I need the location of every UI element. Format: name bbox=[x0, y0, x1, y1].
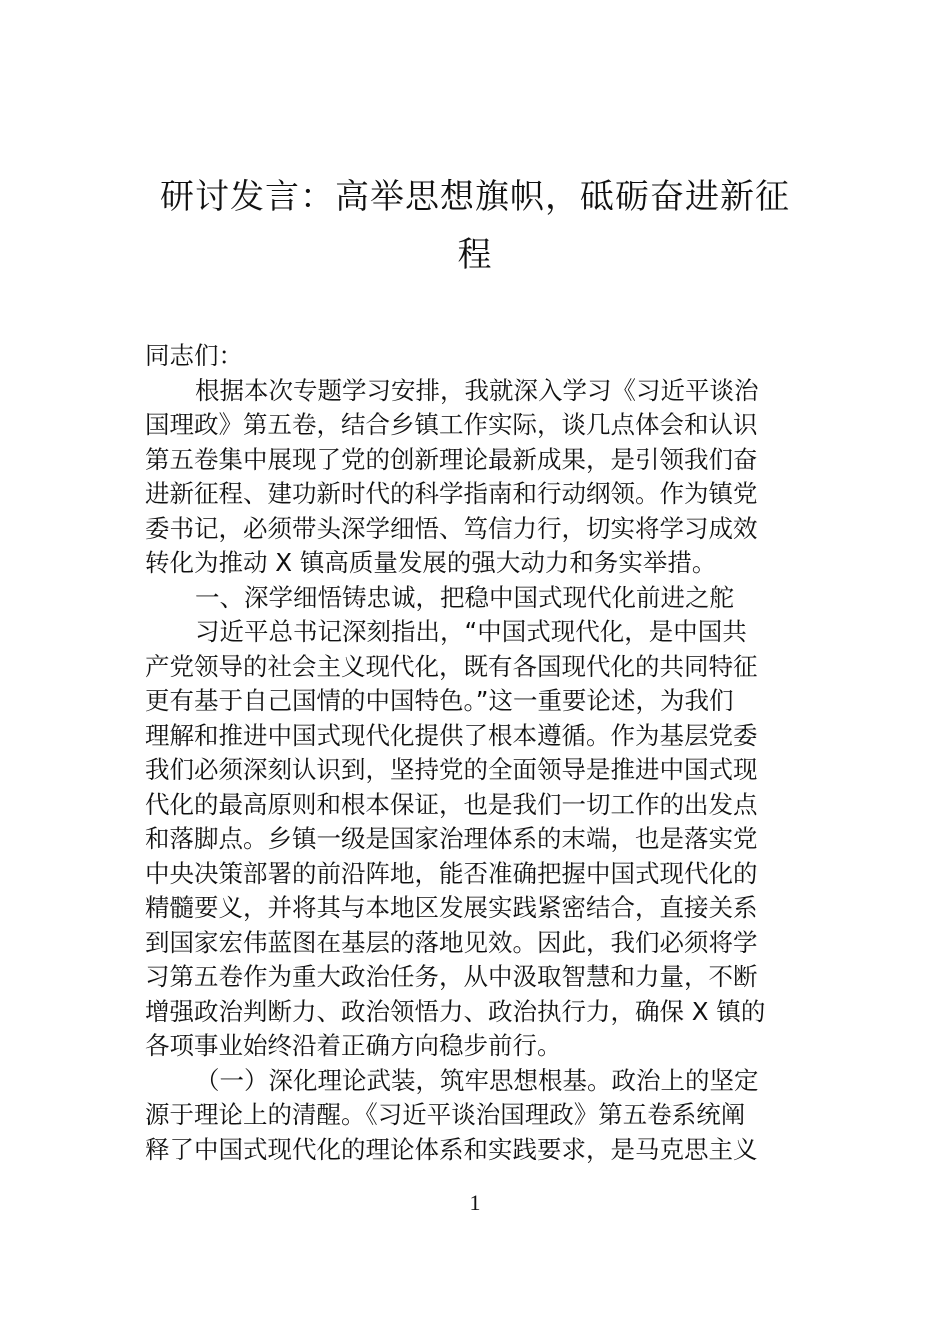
paragraph-line: 国理政》第五卷，结合乡镇工作实际，谈几点体会和认识 bbox=[145, 410, 758, 439]
paragraph-line: 到国家宏伟蓝图在基层的落地见效。因此，我们必须将学 bbox=[145, 927, 758, 957]
paragraph-line: 第五卷集中展现了党的创新理论最新成果，是引领我们奋 bbox=[145, 444, 758, 474]
paragraph-line: 习第五卷作为重大政治任务，从中汲取智慧和力量，不断 bbox=[145, 962, 758, 991]
paragraph-line: 委书记，必须带头深学细悟、笃信力行，切实将学习成效 bbox=[145, 513, 758, 543]
page-number: 1 bbox=[469, 1190, 481, 1215]
subsection-heading: （一）深化理论武装，筑牢思想根基。政治上的坚定 bbox=[195, 1065, 759, 1095]
paragraph-line: 更有基于自己国情的中国特色。”这一重要论述，为我们 bbox=[145, 686, 734, 715]
paragraph-line: 进新征程、建功新时代的科学指南和行动纲领。作为镇党 bbox=[145, 479, 758, 508]
paragraph-line: 根据本次专题学习安排，我就深入学习《习近平谈治 bbox=[195, 375, 759, 405]
paragraph-line: 代化的最高原则和根本保证，也是我们一切工作的出发点 bbox=[145, 789, 758, 819]
paragraph-line: 释了中国式现代化的理论体系和实践要求，是马克思主义 bbox=[145, 1134, 758, 1164]
paragraph-line: 转化为推动 X 镇高质量发展的强大动力和务实举措。 bbox=[145, 548, 717, 577]
paragraph-line: 我们必须深刻认识到，坚持党的全面领导是推进中国式现 bbox=[145, 755, 758, 784]
paragraph-line: 理解和推进中国式现代化提供了根本遵循。作为基层党委 bbox=[145, 720, 758, 750]
paragraph-line: 中央决策部署的前沿阵地，能否准确把握中国式现代化的 bbox=[145, 858, 758, 888]
paragraph-line: 各项事业始终沿着正确方向稳步前行。 bbox=[145, 1031, 562, 1060]
section-heading: 一、深学细悟铸忠诚，把稳中国式现代化前进之舵 bbox=[195, 582, 734, 612]
paragraph-line: 产党领导的社会主义现代化，既有各国现代化的共同特征 bbox=[145, 651, 758, 681]
title-line-1: 研讨发言：高举思想旗帜，砥砺奋进新征 bbox=[160, 177, 790, 217]
document-body bbox=[145, 339, 815, 1167]
paragraph-line: 精髓要义，并将其与本地区发展实践紧密结合，直接关系 bbox=[145, 893, 758, 922]
paragraph-line: 习近平总书记深刻指出，“中国式现代化，是中国共 bbox=[195, 617, 747, 646]
paragraph-line: 源于理论上的清醒。《习近平谈治国理政》第五卷系统阐 bbox=[145, 1100, 746, 1129]
paragraph-line: 增强政治判断力、政治领悟力、政治执行力，确保 X 镇的 bbox=[145, 996, 766, 1026]
document-title bbox=[120, 168, 830, 284]
salutation: 同志们： bbox=[145, 341, 243, 370]
paragraph-line: 和落脚点。乡镇一级是国家治理体系的末端，也是落实党 bbox=[145, 824, 758, 853]
title-line-2: 程 bbox=[457, 235, 493, 275]
